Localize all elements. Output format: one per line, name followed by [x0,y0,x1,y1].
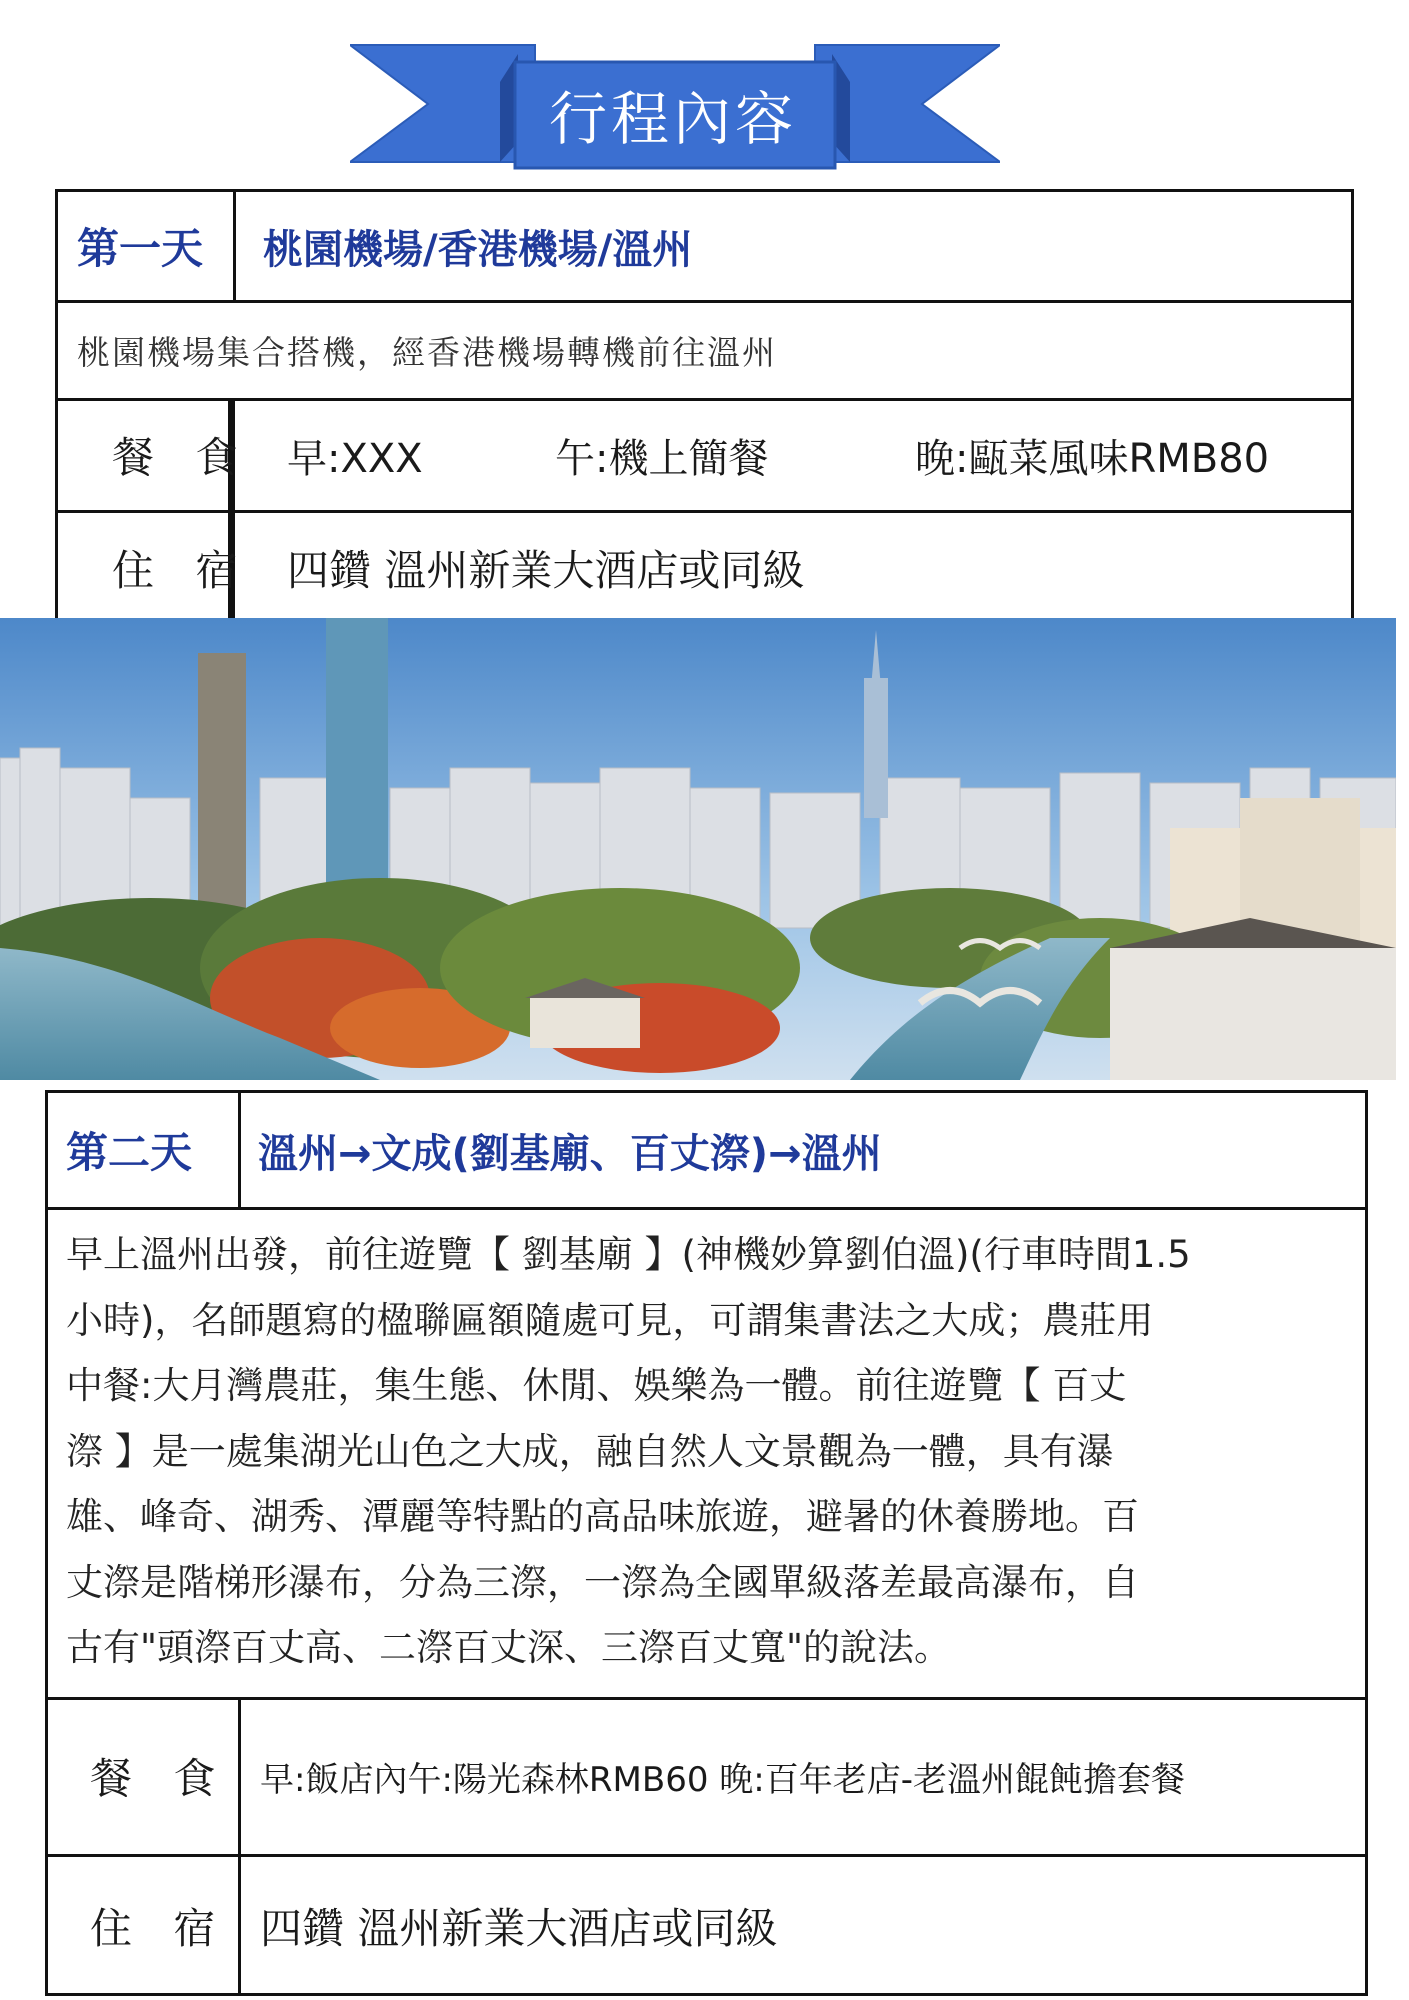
day2-description [66,1222,1356,1681]
divider [55,300,1354,303]
day1-description: 桃園機場集合搭機，經香港機場轉機前往溫州 [77,332,777,372]
description-line: 小時)，名師題寫的楹聯匾額隨處可見，可謂集書法之大成；農莊用 [66,1298,1154,1342]
divider [45,1207,1368,1210]
divider [238,1697,241,1996]
day1-route: 桃園機場/香港機場/溫州 [263,226,693,273]
day1-breakfast: 早:XXX [287,435,423,482]
day1-lunch: 午:機上簡餐 [555,435,769,482]
divider [45,1697,1368,1700]
wenzhou-city-photo [0,618,1396,1080]
divider [233,189,236,301]
day1-dinner: 晚:甌菜風味RMB80 [915,435,1270,482]
day2-label: 第二天 [66,1128,193,1177]
day1-lodging-label: 住 宿 [112,546,252,595]
divider [55,398,1354,401]
day2-lodging: 四鑽 溫州新業大酒店或同級 [260,1903,778,1953]
day1-label: 第一天 [77,224,204,273]
description-line: 丈漈是階梯形瀑布，分為三漈，一漈為全國單級落差最高瀑布，自 [66,1560,1139,1604]
day1-lodging: 四鑽 溫州新業大酒店或同級 [287,546,805,595]
divider [55,510,1354,513]
title-banner [350,42,1000,172]
banner-title: 行程內容 [548,85,797,153]
divider [45,1854,1368,1857]
description-line: 雄、峰奇、湖秀、潭麗等特點的高品味旅遊，避暑的休養勝地。百 [66,1495,1139,1538]
divider [238,1090,241,1208]
day1-meal-label: 餐 食 [112,433,252,482]
day2-meals: 早:飯店內午:陽光森林RMB60 晚:百年老店-老溫州餛飩擔套餐 [260,1759,1185,1800]
description-line: 中餐:大月灣農莊，集生態、休閒、娛樂為一體。前往遊覽【 百丈 [66,1364,1127,1407]
day2-lodging-label: 住 宿 [90,1903,230,1953]
description-line: 漈 】是一處集湖光山色之大成，融自然人文景觀為一體，具有瀑 [66,1429,1114,1473]
description-line: 早上溫州出發，前往遊覽【 劉基廟 】(神機妙算劉伯溫)(行車時間1.5 [66,1233,1191,1276]
day2-meal-label: 餐 食 [90,1754,230,1803]
day2-route: 溫州→文成(劉基廟、百丈漈)→溫州 [258,1130,882,1177]
description-line: 古有"頭漈百丈高、二漈百丈深、三漈百丈寬"的說法。 [66,1626,952,1669]
